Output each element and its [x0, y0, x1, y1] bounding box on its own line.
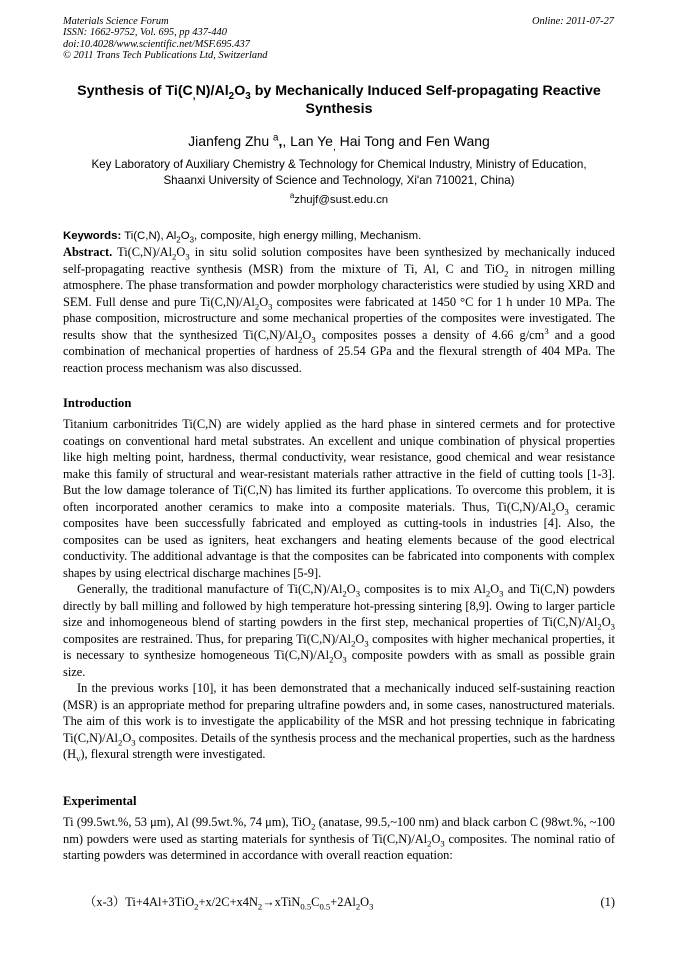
introduction-heading: Introduction	[63, 396, 132, 410]
affiliation: Key Laboratory of Auxiliary Chemistry & Technology for Chemical Industry, Ministry of Education, Shaanxi University of Science and Technology, Xi'an 710021, China)	[91, 158, 587, 187]
journal-doi: doi:10.4028/www.scientific.net/MSF.695.437	[63, 38, 250, 50]
experimental-body: Ti (99.5wt.%, 53 μm), Al (99.5wt.%, 74 μm), TiO$_2$ (anatase, 99.5,~100 nm) and black carbon C (98wt.%, ~100 nm) powders were used as starting materials for synthesis of $Ti(C,N)/Al_2O_3$ composites. The nominal ratio of starting powders was determined in accordance with overall reaction equation:	[63, 815, 616, 862]
journal-copyright: © 2011 Trans Tech Publications Ltd, Switzerland	[63, 50, 268, 62]
author-list: Jianfeng Zhu $^a$,, Lan $Ye_,$ Hai Tong and Fen Wang	[188, 132, 490, 153]
author-email: $^a$zhujf@sust.edu.cn	[289, 191, 389, 206]
journal-name: Materials Science Forum	[63, 16, 169, 27]
introduction-body	[63, 416, 615, 763]
journal-issn: ISSN: 1662-9752, Vol. 695, pp 437-440	[63, 27, 227, 39]
intro-paragraph-1: Titanium carbonitrides Ti(C,N) are widely applied as the hard phase in sintered cermets and for protective coatings on conventional hard metal substrates. An excellent and unique combination of physical properties like high melting point, hardness, thermal conductivity, wear resistance, good chemical and wear resistance make this family of structural and wear-resistant materials rather attractive in the field of cutting tools [1-3]. But the low damage tolerance of Ti(C,N) has limited its further applications. To overcome this problem, it is often incorporated another ceramics to make into a composite materials. Thus, $Ti(C,N)/Al_2O_3$ ceramic composites have been successfully fabricated and employed as cutting-tools in industries [4]. Also, the composites can be used as igniters, heat exchangers and heating elements because of the good electrical conductivity. The additional advantage is that the composites can be fabricated into components with complex shapes by using electrical discharge machines [5-9].	[63, 417, 615, 580]
journal-header	[63, 16, 267, 62]
experimental-heading: Experimental	[63, 794, 137, 808]
keywords: Keywords: Ti(C,N), $Al_2O_3$, composite, high energy milling, Mechanism.	[63, 230, 422, 245]
intro-paragraph-3: In the previous works [10], it has been demonstrated that a mechanically induced self-sustaining reaction (MSR) is an appropriate method for preparing ultrafine powders and, in some cases, nanostructured materials. The aim of this work is to investigate the applicability of the MSR and hot pressing technique in fabricating $Ti(C,N)/Al_2O_3$ composites. Details of the synthesis process and the mechanical properties, such as the hardness $(H_v)$, flexural strength were investigated.	[63, 681, 615, 764]
paper-title: Synthesis of $Ti(C_,N)/Al_2O_3$ by Mechanically Induced Self-propagating Reactive Synthesis	[77, 83, 601, 117]
reaction-equation: $(x-3)Ti+4Al+3TiO_2+x/2C+x4N_2\to xTiN_{0.5}C_{0.5}+2Al_2O_3$ (1)	[84, 895, 615, 912]
online-date: Online: 2011-07-27	[531, 16, 614, 27]
intro-paragraph-2: Generally, the traditional manufacture of $Ti(C,N)/Al_2O_3$ composites is to mix $Al_2O_3$ and Ti(C,N) powders directly by ball milling and followed by high temperature hot-pressing sintering [8,9]. Owing to larger particle size and inhomogeneous blend of starting powders in the first step, mechanical properties of $Ti(C,N)/Al_2O_3$ composites are restrained. Thus, for preparing $Ti(C,N)/Al_2O_3$ composites with higher mechanical properties, it is necessary to synthesize homogeneous $Ti(C,N)/Al_2O_3$ composite powders with as small as possible grain size.	[63, 582, 615, 679]
equation-number: (1)	[600, 895, 615, 909]
abstract: Abstract. $Ti(C,N)/Al_2O_3$ in situ solid solution composites have been synthesized by mechanically induced self-propagating reactive synthesis (MSR) from the mixture of Ti, Al, C and TiO$_2$ in nitrogen milling atmosphere. The phase transformation and powder morphology characteristics were studied by using XRD and SEM. Full dense and pure $Ti(C,N)/Al_2O_3$ composites were fabricated at 1450 °C for 1 h under 10 MPa. The phase composition, microstructure and some mechanical properties of the composites were investigated. The results show that the synthesized $Ti(C,N)/Al_2O_3$ composites posses a density of 4.66 $g/cm^3$ and a good combination of mechanical properties of hardness of 25.54 GPa and the flexural strength of 404 MPa. The reaction process mechanism was also discussed.	[63, 245, 615, 375]
